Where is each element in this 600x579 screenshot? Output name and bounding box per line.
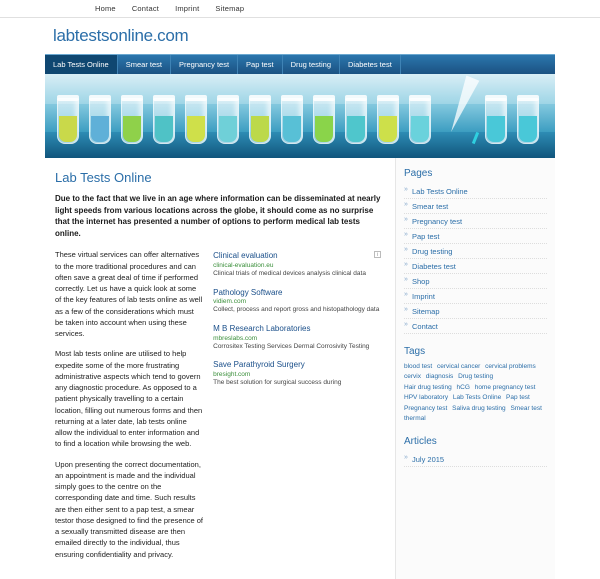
tag-item[interactable]: diagnosis — [425, 373, 454, 381]
ad-url: mbreslabs.com — [213, 334, 258, 342]
menu-item-diabetes-test[interactable]: Diabetes test — [340, 55, 401, 74]
sidebar — [395, 158, 555, 579]
tag-item[interactable]: HPV laboratory — [404, 394, 449, 402]
ad-block — [213, 251, 381, 387]
site-title[interactable]: labtestsonline.com — [53, 26, 189, 45]
topnav-item-home[interactable]: Home — [95, 4, 116, 13]
tag-item[interactable]: blood test — [404, 363, 433, 370]
tag-item[interactable]: Drug testing — [458, 373, 494, 381]
ad-url: vidiem.com — [213, 298, 246, 306]
sidebar-item-smear-test[interactable]: » Smear test — [404, 199, 547, 214]
sidebar-pages-list — [404, 184, 547, 334]
article-paragraph: These virtual services can offer alternatives to the more traditional procedures and can often save a great deal of time if performed correctly. Let us have a quick look at some of the key features of lab tests online as well as a few of the considerations which must be taken into account when using these services. — [55, 250, 203, 339]
topnav-item-contact[interactable]: Contact — [131, 4, 160, 13]
topnav-item-sitemap[interactable]: Sitemap — [215, 4, 245, 13]
sidebar-item-contact[interactable]: » Contact — [404, 319, 547, 334]
test-tube — [185, 98, 207, 144]
test-tube — [89, 98, 111, 144]
test-tube — [485, 98, 507, 144]
sidebar-item-sitemap[interactable]: » Sitemap — [404, 304, 547, 319]
ad-title[interactable]: Pathology Software — [213, 287, 283, 297]
test-tube — [377, 98, 399, 144]
test-tube — [517, 98, 539, 144]
tag-item[interactable]: Pregnancy test — [404, 404, 448, 412]
test-tube — [313, 98, 335, 144]
tag-item[interactable]: Saliva drug testing — [452, 404, 506, 412]
ad-item[interactable] — [213, 360, 381, 387]
menu-item-drug-testing[interactable]: Drug testing — [283, 55, 340, 74]
ad-description: Corrositex Testing Services Dermal Corrosivity Testing — [213, 342, 370, 350]
sidebar-item-shop[interactable]: » Shop — [404, 274, 547, 289]
sidebar-heading-tags: Tags — [404, 346, 426, 357]
test-tube — [249, 98, 271, 144]
sidebar-articles-list — [404, 452, 547, 467]
ad-info-icon[interactable]: i — [374, 251, 381, 258]
ad-description: Collect, process and report gross and histopathology data — [213, 306, 380, 314]
topnav-item-imprint[interactable]: Imprint — [175, 4, 200, 13]
ad-url: bresight.com — [213, 371, 251, 379]
test-tube — [217, 98, 239, 144]
article-text-column — [55, 249, 203, 569]
tag-item[interactable]: hCG — [456, 383, 470, 391]
tag-item[interactable]: cervical cancer — [437, 363, 481, 370]
sidebar-item-pap-test[interactable]: » Pap test — [404, 229, 547, 244]
sidebar-item-imprint[interactable]: » Imprint — [404, 289, 547, 304]
ad-item[interactable] — [213, 324, 381, 351]
tag-item[interactable]: Hair drug testing — [404, 383, 452, 391]
ad-url: clinical-evaluation.eu — [213, 261, 274, 269]
ad-title[interactable]: Save Parathyroid Surgery — [213, 360, 305, 370]
menu-item-lab-tests-online[interactable]: Lab Tests Online — [45, 55, 118, 74]
ad-title[interactable]: Clinical evaluation — [213, 251, 278, 261]
hero-banner-image — [45, 74, 555, 158]
sidebar-item-lab-tests-online[interactable]: » Lab Tests Online — [404, 184, 547, 199]
sidebar-heading-articles: Articles — [404, 436, 437, 448]
tag-item[interactable]: Lab Tests Online — [452, 394, 502, 402]
article-columns — [55, 249, 381, 569]
article-paragraph: Upon presenting the correct documentation, an appointment is made and the individual simply goes to the centre on the corresponding date and time. Such results are then either sent to a pap test, a smear testor those designed to find the presence of a sexually transmitted disease are then emailed directly to the individual, thus ensuring confidentiality and privacy. — [55, 459, 204, 559]
tag-item[interactable]: thermal — [404, 414, 426, 422]
menu-item-pap-test[interactable]: Pap test — [238, 55, 283, 74]
test-tube — [281, 98, 303, 144]
test-tube — [121, 98, 143, 144]
sidebar-item-pregnancy-test[interactable]: » Pregnancy test — [404, 214, 547, 229]
content-area — [45, 158, 555, 579]
site-shell — [45, 18, 555, 579]
tag-item[interactable]: cervix — [404, 373, 421, 381]
tag-item[interactable]: cervical problems — [485, 363, 536, 370]
sidebar-item-diabetes-test[interactable]: » Diabetes test — [404, 259, 547, 274]
page-title: Lab Tests Online — [55, 170, 152, 185]
article-paragraph: Most lab tests online are utilised to help expedite some of the more frustrating administrative aspects which tend to govern any diagnostic procedure. As opposed to a patient physically travelling to a certain location, filling out numerous forms and then returning at a later date, lab tests online allow the individual to enter information and to find a location while browsing the web. — [55, 349, 203, 449]
intro-paragraph: Due to the fact that we live in an age where information can be disseminated at nearly light speeds from various locations across the globe, it should come as no surprise that the internet has presented a number of options to perform medical lab tests online. — [55, 194, 381, 238]
ad-title[interactable]: M B Research Laboratories — [213, 324, 311, 334]
test-tube — [57, 98, 79, 144]
ad-description: Clinical trials of medical devices analysis clinical data — [213, 269, 366, 277]
sidebar-item-drug-testing[interactable]: » Drug testing — [404, 244, 547, 259]
tag-item[interactable]: Smear test — [510, 404, 542, 412]
menu-item-pregnancy-test[interactable]: Pregnancy test — [171, 55, 238, 74]
top-navigation — [0, 0, 600, 18]
tag-item[interactable]: home pregnancy test — [474, 383, 536, 391]
tag-cloud — [404, 362, 547, 424]
menu-item-smear-test[interactable]: Smear test — [118, 55, 171, 74]
ad-description: The best solution for surgical success during — [213, 379, 342, 387]
sidebar-heading-pages: Pages — [404, 168, 433, 179]
test-tube — [409, 98, 431, 144]
test-tube — [153, 98, 175, 144]
ad-item[interactable] — [213, 288, 381, 315]
ad-column — [213, 249, 381, 569]
main-menu — [45, 54, 555, 74]
ad-item[interactable] — [213, 251, 381, 278]
main-column — [45, 158, 395, 579]
sidebar-item-july-2015[interactable]: » July 2015 — [404, 452, 547, 467]
test-tube — [345, 98, 367, 144]
tag-item[interactable]: Pap test — [506, 394, 530, 402]
site-header — [45, 18, 555, 54]
